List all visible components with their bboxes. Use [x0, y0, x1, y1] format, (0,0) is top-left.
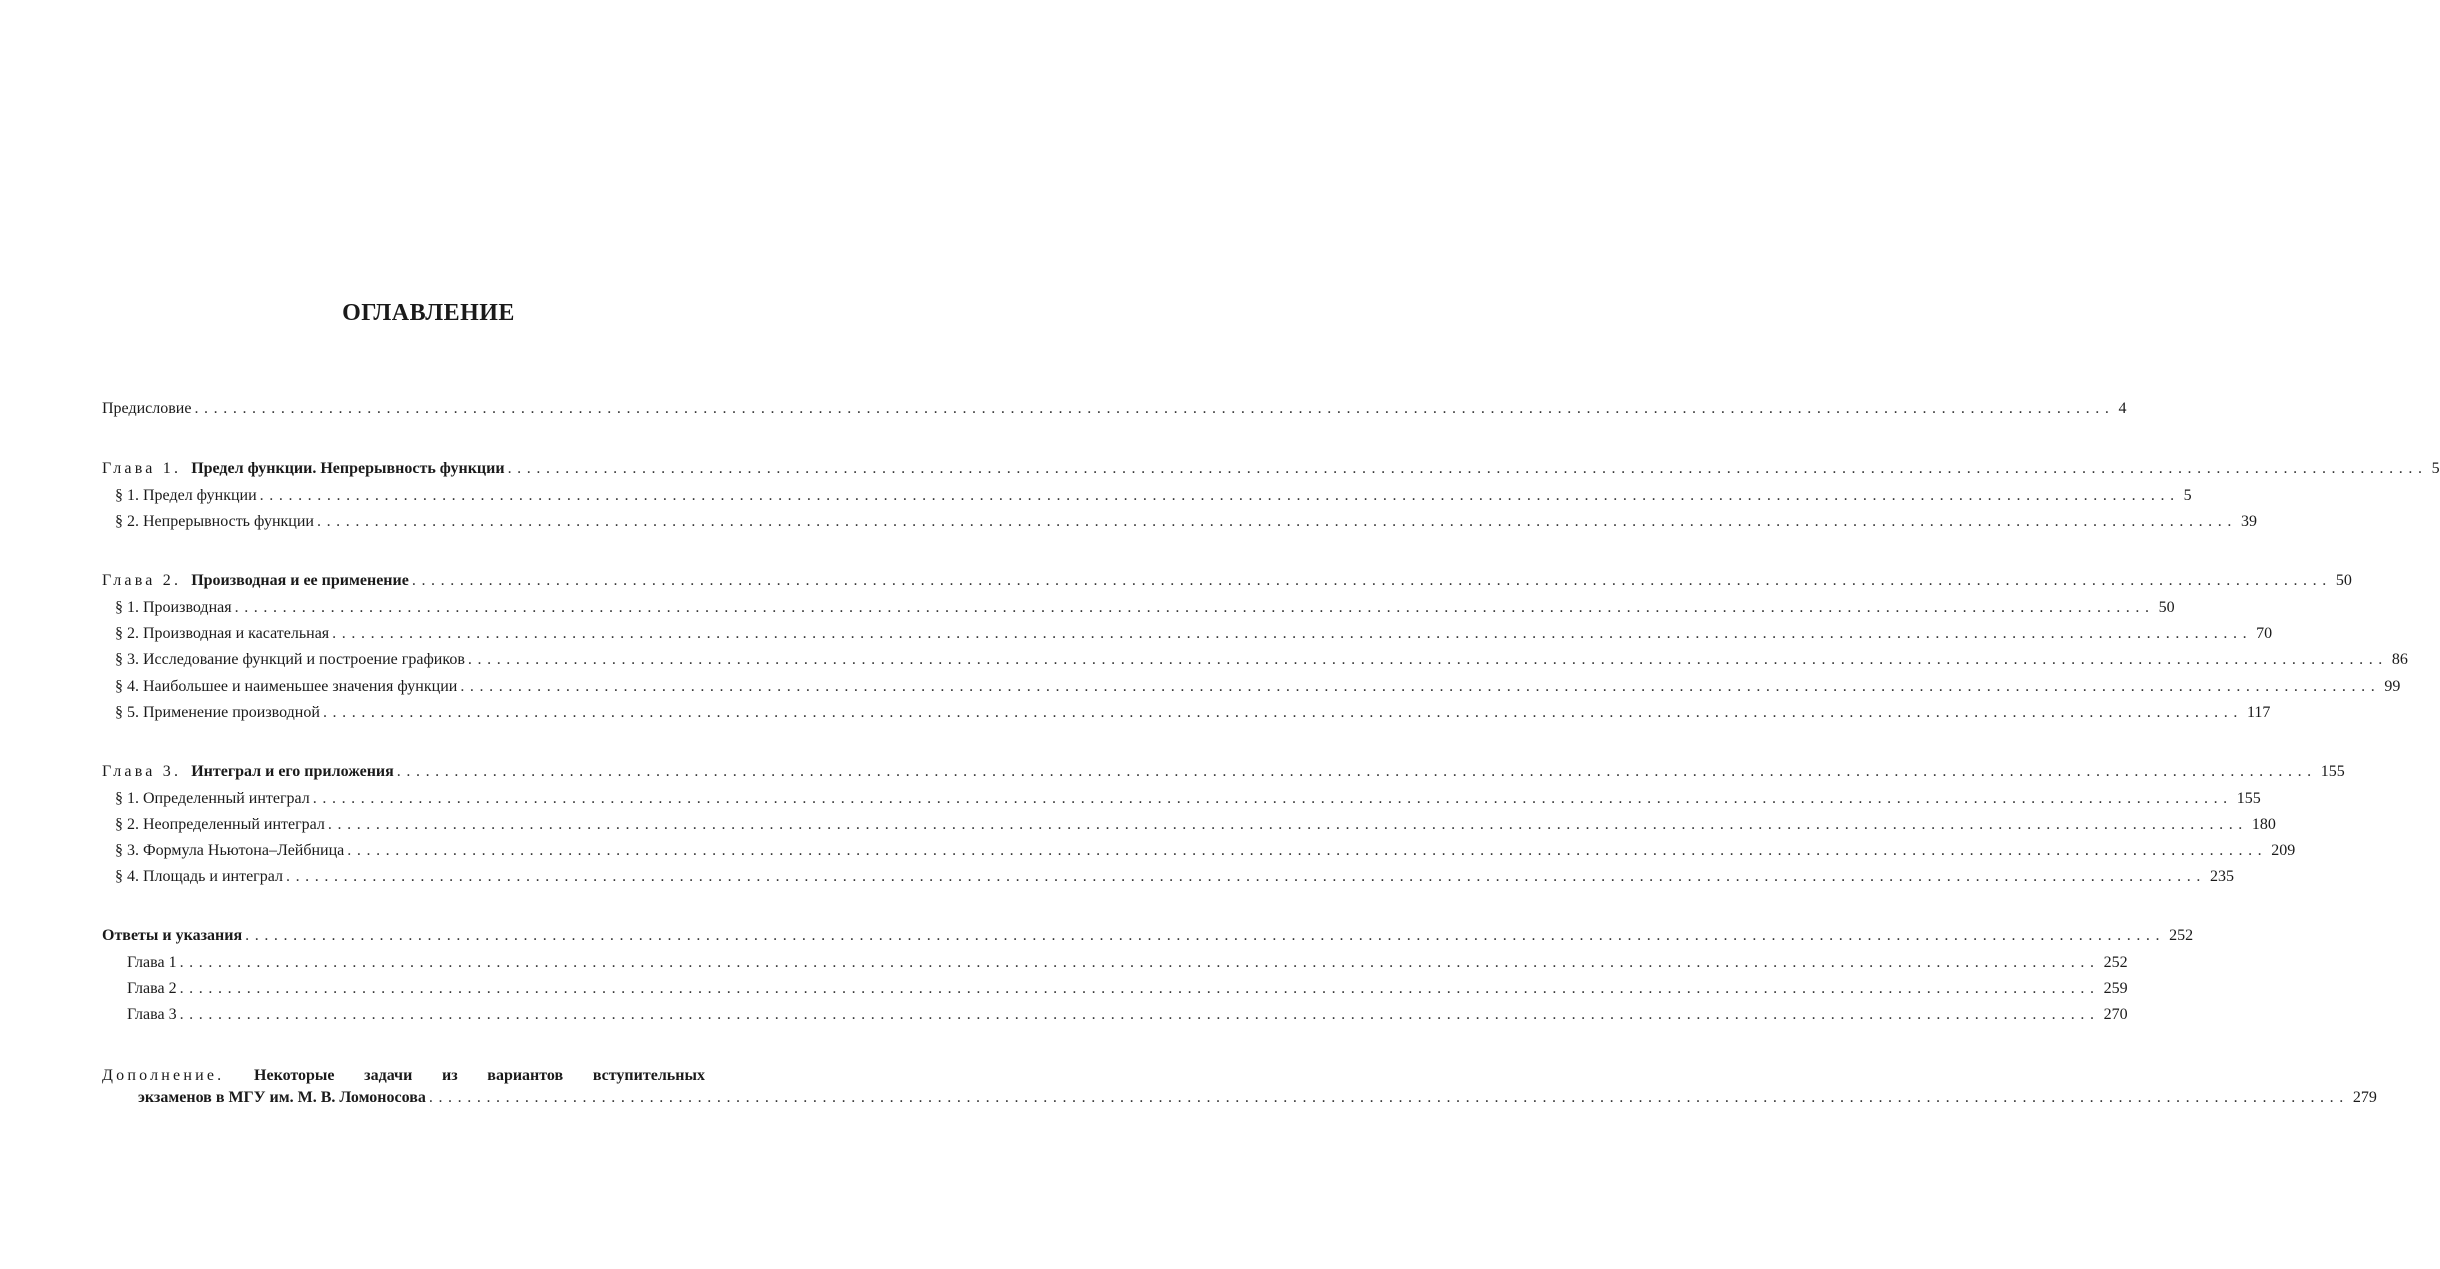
toc-entry-section	[115, 701, 2271, 725]
chapter-title: Интеграл и его приложения	[191, 763, 394, 780]
section-label: § 1. Производная	[115, 599, 232, 616]
page-number: 5	[2431, 460, 2440, 477]
leader-dots: ........................................................................................................................................................................................................	[396, 763, 2317, 780]
page-number: 99	[2384, 678, 2401, 695]
page-number: 4	[2118, 400, 2127, 417]
page-number: 235	[2209, 868, 2234, 885]
toc-entry-section	[115, 648, 2408, 672]
leader-dots: ........................................................................................................................................................................................................	[322, 704, 2243, 721]
section-label: § 2. Производная и касательная	[115, 625, 330, 642]
page-number: 252	[2169, 927, 2194, 944]
toc-entry-section	[115, 484, 2192, 508]
page-number: 117	[2246, 704, 2271, 721]
appendix-title-line2: экзаменов в МГУ им. М. В. Ломоносова	[138, 1089, 426, 1106]
toc-entry-chapter-1	[102, 457, 2440, 481]
page-number: 270	[2103, 1006, 2128, 1023]
answers-item-label: Глава 2	[127, 980, 177, 997]
leader-dots: ........................................................................................................................................................................................................	[460, 678, 2381, 695]
appendix-word: из	[441, 1067, 458, 1084]
section-label: § 2. Непрерывность функции	[115, 513, 314, 530]
toc-entry-preface	[102, 397, 2127, 421]
toc-entry-chapter-3	[102, 760, 2345, 784]
leader-dots: ........................................................................................................................................................................................................	[259, 487, 2180, 504]
appendix-prefix: Дополнение.	[102, 1067, 225, 1084]
leader-dots: ........................................................................................................................................................................................................	[467, 651, 2388, 668]
leader-dots: ........................................................................................................................................................................................................	[411, 572, 2332, 589]
toc-entry-appendix	[102, 1065, 2377, 1109]
chapter-prefix: Глава 1.	[102, 460, 182, 477]
page-number: 279	[2352, 1089, 2377, 1106]
section-label: § 4. Наибольшее и наименьшее значения функции	[115, 678, 458, 695]
toc-entry-section	[115, 813, 2276, 837]
toc-entry-answers-item	[127, 951, 2128, 975]
toc-entry-answers-item	[127, 1003, 2128, 1027]
leader-dots: ........................................................................................................................................................................................................	[194, 400, 2115, 417]
toc-entry-section	[115, 787, 2261, 811]
toc-entry-answers-item	[127, 977, 2128, 1001]
toc-entry-chapter-2	[102, 569, 2352, 593]
appendix-word: вариантов	[487, 1067, 564, 1084]
answers-item-label: Глава 1	[127, 954, 177, 971]
appendix-word: Некоторые	[254, 1067, 335, 1084]
leader-dots: ........................................................................................................................................................................................................	[285, 868, 2206, 885]
chapter-title: Предел функции. Непрерывность функции	[191, 460, 505, 477]
section-label: § 4. Площадь и интеграл	[115, 868, 283, 885]
page-number: 39	[2240, 513, 2257, 530]
page-number: 155	[2320, 763, 2345, 780]
chapter-prefix: Глава 2.	[102, 572, 182, 589]
section-label: § 5. Применение производной	[115, 704, 320, 721]
page-number: 5	[2183, 487, 2192, 504]
toc-entry-section	[115, 839, 2296, 863]
leader-dots: ........................................................................................................................................................................................................	[179, 1006, 2100, 1023]
page-number: 209	[2271, 842, 2296, 859]
leader-dots: ........................................................................................................................................................................................................	[179, 980, 2100, 997]
chapter-prefix: Глава 3.	[102, 763, 182, 780]
toc-entry-section	[115, 510, 2257, 534]
leader-dots: ........................................................................................................................................................................................................	[179, 954, 2100, 971]
page-number: 252	[2103, 954, 2128, 971]
section-label: § 2. Неопределенный интеграл	[115, 816, 325, 833]
toc-entry-section	[115, 622, 2273, 646]
leader-dots: ........................................................................................................................................................................................................	[507, 460, 2428, 477]
page-number: 86	[2391, 651, 2408, 668]
page-number: 70	[2256, 625, 2273, 642]
chapter-title: Производная и ее применение	[191, 572, 409, 589]
toc-entry-section	[115, 596, 2175, 620]
leader-dots: ........................................................................................................................................................................................................	[428, 1089, 2349, 1106]
toc-entry-answers	[102, 924, 2194, 948]
page-number: 180	[2251, 816, 2276, 833]
toc-entry-section	[115, 675, 2401, 699]
leader-dots: ........................................................................................................................................................................................................	[347, 842, 2268, 859]
page-number: 155	[2236, 790, 2261, 807]
entry-label: Предисловие	[102, 400, 192, 417]
leader-dots: ........................................................................................................................................................................................................	[327, 816, 2248, 833]
leader-dots: ........................................................................................................................................................................................................	[312, 790, 2233, 807]
leader-dots: ........................................................................................................................................................................................................	[332, 625, 2253, 642]
section-label: § 1. Предел функции	[115, 487, 257, 504]
leader-dots: ........................................................................................................................................................................................................	[245, 927, 2166, 944]
leader-dots: ........................................................................................................................................................................................................	[316, 513, 2237, 530]
answers-label: Ответы и указания	[102, 927, 243, 944]
toc-title: ОГЛАВЛЕНИЕ	[342, 300, 515, 326]
section-label: § 3. Формула Ньютона–Лейбница	[115, 842, 345, 859]
answers-item-label: Глава 3	[127, 1006, 177, 1023]
section-label: § 3. Исследование функций и построение графиков	[115, 651, 465, 668]
leader-dots: ........................................................................................................................................................................................................	[234, 599, 2155, 616]
page-number: 259	[2103, 980, 2128, 997]
toc-entry-section	[115, 865, 2234, 889]
section-label: § 1. Определенный интеграл	[115, 790, 310, 807]
appendix-word: задачи	[364, 1067, 413, 1084]
page-number: 50	[2158, 599, 2175, 616]
page-number: 50	[2335, 572, 2352, 589]
appendix-word: вступительных	[592, 1067, 705, 1084]
